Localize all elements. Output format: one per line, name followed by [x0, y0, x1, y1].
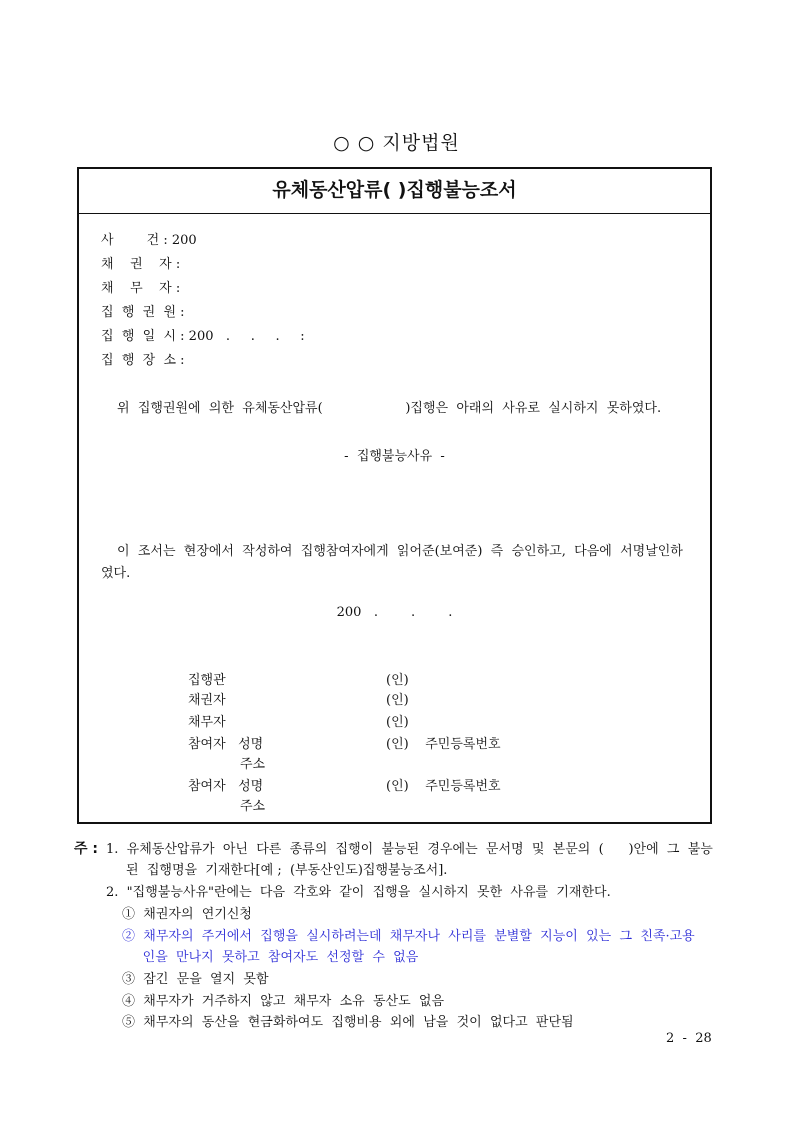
signature-seal-executor: (인) [386, 673, 409, 688]
signature-role-executor: 집행관 [188, 673, 226, 688]
court-name: ○ ○ 지방법원 [333, 132, 460, 154]
field-execution-datetime: 집 행 일 시 : 200 . . . : [101, 329, 305, 344]
field-execution-place: 집 행 장 소 : [101, 353, 185, 368]
signature-role-participant-1: 참여자 성명 [188, 737, 264, 752]
signature-seal-participant-2: (인) 주민등록번호 [386, 779, 501, 794]
field-debtor: 채 무 자 : [101, 281, 181, 296]
signature-seal-debtor: (인) [386, 715, 409, 730]
signature-seal-participant-1: (인) 주민등록번호 [386, 737, 501, 752]
signature-address-participant-1: 주소 [240, 757, 266, 772]
note-item-3: ③ 잠긴 문을 열지 못함 [122, 972, 269, 987]
closing-line-2: 였다. [101, 566, 131, 581]
signature-address-participant-2: 주소 [240, 799, 266, 814]
notes-label: 주 : [74, 841, 98, 857]
note-item-5: ⑤ 채무자의 동산을 현금화하여도 집행비용 외에 남을 것이 없다고 판단됨 [122, 1015, 574, 1030]
note-2: 2. "집행불능사유"란에는 다음 각호와 같이 집행을 실시하지 못한 사유를 기재한다. [106, 885, 611, 900]
statement-text: 위 집행권원에 의한 유체동산압류( )집행은 아래의 사유로 실시하지 못하였다. [117, 401, 662, 416]
note-item-4: ④ 채무자가 거주하지 않고 채무자 소유 동산도 없음 [122, 994, 445, 1009]
document-frame [77, 167, 712, 824]
signature-role-debtor: 채무자 [188, 715, 226, 730]
note-1-line-b: 된 집행명을 기재한다[예 ; (부동산인도)집행불능조서]. [126, 863, 448, 878]
date-line: 200 . . . [336, 605, 453, 620]
note-item-2: ② 채무자의 주거에서 집행을 실시하려는데 채무자나 사리를 분별할 지능이 있는 그 친족·고용 [122, 929, 695, 944]
field-creditor: 채 권 자 : [101, 257, 181, 272]
field-title-of-execution: 집 행 권 원 : [101, 305, 185, 320]
page-number: 2 - 28 [666, 1031, 712, 1046]
signature-role-creditor: 채권자 [188, 693, 226, 708]
reason-heading: - 집행불능사유 - [344, 449, 445, 464]
closing-line-1: 이 조서는 현장에서 작성하여 집행참여자에게 읽어준(보여준) 즉 승인하고, 다음에 서명날인하 [117, 544, 683, 559]
note-item-1: ① 채권자의 연기신청 [122, 907, 252, 922]
signature-seal-creditor: (인) [386, 693, 409, 708]
signature-role-participant-2: 참여자 성명 [188, 779, 264, 794]
document-title: 유체동산압류( )집행불능조서 [79, 169, 710, 214]
field-case: 사 건 : 200 [101, 233, 197, 248]
note-1-line-a: 1. 유체동산압류가 아닌 다른 종류의 집행이 불능된 경우에는 문서명 및 본문의 ( )안에 그 불능 [106, 842, 713, 857]
note-item-2-cont: 인을 만나지 못하고 참여자도 선정할 수 없음 [122, 950, 419, 965]
